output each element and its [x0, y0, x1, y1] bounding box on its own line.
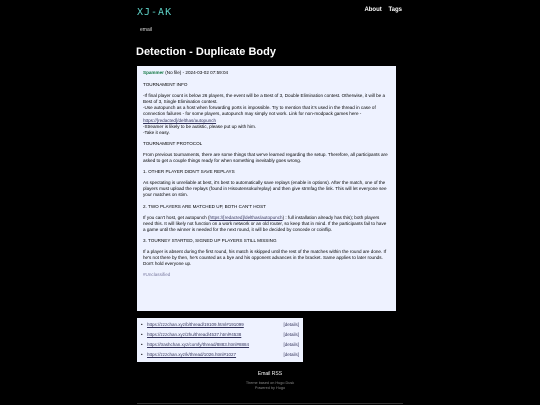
section-heading: TOURNAMENT INFO [143, 82, 188, 88]
reference-row [141, 330, 299, 340]
autopunch-link[interactable]: https://[redacted]/delthas/autopunch [209, 214, 283, 220]
footer [0, 381, 540, 391]
section-heading: 1. OTHER PLAYER DIDN'T SAVE REPLAYS [143, 169, 235, 175]
tag-link[interactable]: #Unclassified [143, 272, 171, 278]
reference-link[interactable]: https://zzzchan.xyz/k/thread/1026.html#1027 [147, 352, 237, 357]
paragraph: As spectating is unreliable at best, it's best to automatically save replays (enable in options). After the match, one of the players must upload the replays (found in Hisoutensoku/replay) and then give strmfag the link. This will let everyone see your matches on stim. [143, 180, 387, 198]
powered-credit: Powered by Hugo [254, 386, 286, 390]
info-line: -If final player count is below 26 players, the event will be a Best of 3, Double Elimination contest. Otherwise, it will be a Best of 3, Single Elimination contest. [143, 93, 386, 105]
bullet: • [141, 352, 143, 357]
poster-name: Spammer [143, 70, 164, 75]
bullet: • [141, 332, 143, 337]
bullet: • [141, 342, 143, 347]
reference-link[interactable]: https://zzzchan.xyz/b/thread/19109.html#191099 [147, 322, 244, 327]
info-list [143, 93, 390, 136]
reference-row [141, 340, 299, 350]
site-logo[interactable]: XJ-AK [137, 7, 173, 18]
reference-link[interactable]: https://zzzchan.xyz/2hu/thread/4537.html#4538 [147, 332, 242, 337]
details-link[interactable]: [details] [283, 342, 299, 347]
email-link[interactable]: email [140, 27, 152, 33]
details-link[interactable]: [details] [283, 322, 299, 327]
page-title: Detection - Duplicate Body [136, 46, 276, 58]
rss-link[interactable]: Email RSS [257, 371, 283, 377]
theme-credit: Theme based on Hugo Dusk [245, 381, 295, 385]
paragraph-text: If you can't host, get autopunch ( [143, 214, 210, 220]
info-line: -Take it easy. [143, 129, 170, 135]
post-datetime: 2024-03-02 07:59:04 [185, 70, 229, 75]
section-heading: 2. TWO PLAYERS ARE MATCHED UP, BOTH CAN'T HOST [143, 203, 266, 209]
paragraph: From previous tournaments, there are some things that we've learned regarding the setup. Therefore, all participants are asked to get a couple things ready for when something inevitably goes wrong. [143, 151, 388, 164]
reference-link[interactable]: https://trashchan.xyz/comfy/thread/8883.html#8884 [147, 342, 250, 347]
post-header: Spammer (No file) - 2024-03-02 07:59:04 [143, 70, 229, 75]
post-file: (No file) [165, 70, 182, 75]
section-heading: 3. TOURNEY STARTED, SIGNED UP PLAYERS STILL MISSING [143, 237, 277, 243]
paragraph [143, 215, 390, 233]
reference-row [141, 320, 299, 330]
paragraph-text: ) : full installation already has this); both players need this. It will likely not function on a work network or an old router, so keep that in mind. If the participants fail to have a game until the winner is needed for the next round, it will be decided by concede or coinflip. [143, 214, 387, 232]
bullet: • [141, 322, 143, 327]
info-line: -Use autopunch as a host when forwarding ports is impossible. Try to mention that it's used in the thread in case of connection failures - for some players, autopunch may simply not work. Link for non-modpack games here - [143, 105, 376, 117]
post-body [137, 66, 396, 311]
reference-list [137, 318, 303, 362]
autopunch-link[interactable]: https://[redacted]/delthas/autopunch [143, 117, 217, 123]
details-link[interactable]: [details] [283, 332, 299, 337]
section-heading: TOURNAMENT PROTOCOL [143, 140, 203, 146]
info-line: -Streamer is likely to be autistic, please put up with him. [143, 123, 257, 129]
top-nav [359, 7, 402, 13]
nav-tags-link[interactable]: Tags [388, 7, 402, 13]
footer-divider [137, 403, 403, 404]
reference-row [141, 350, 299, 360]
nav-about-link[interactable]: About [364, 7, 382, 13]
paragraph: If a player is absent during the first round, his match is skipped until the rest of the matches within the round are done. If he's not there by then, he's counted as a bye and his opponent advances in the bracket. Same applies to later rounds. Don't hold everyone up. [143, 248, 387, 267]
details-link[interactable]: [details] [283, 352, 299, 357]
